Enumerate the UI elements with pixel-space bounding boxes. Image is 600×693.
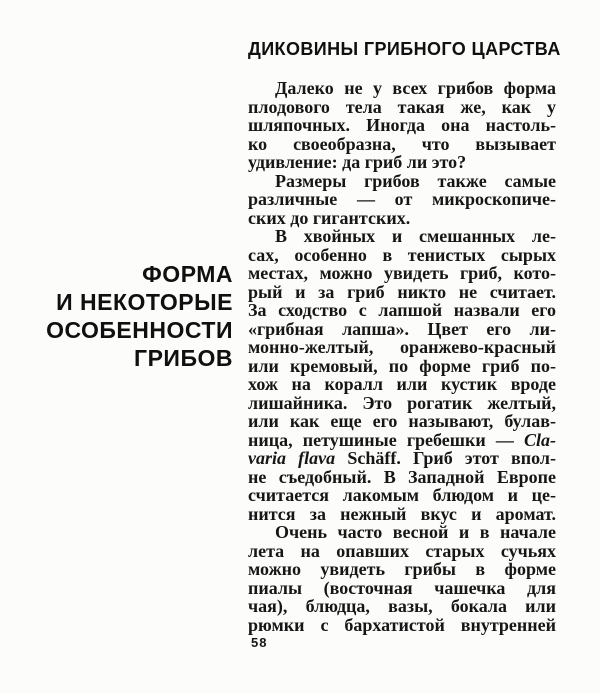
text-line: не съедобный. В Западной Европе bbox=[248, 466, 556, 487]
text-line: считается лакомым блюдом и це- bbox=[248, 485, 556, 505]
text-line: За сходство с лапшой назвали его bbox=[248, 300, 556, 320]
section-heading-line: ГРИБОВ bbox=[134, 345, 233, 371]
text-line: или как еще его называют, булав- bbox=[248, 411, 556, 431]
text-line: ских до гигантских. bbox=[248, 207, 411, 228]
text-line: чая), блюдца, вазы, бокала или bbox=[248, 596, 556, 616]
text-line bbox=[248, 431, 556, 450]
text-line: можно увидеть грибы в форме bbox=[248, 559, 556, 579]
text-line: Далеко не у всех грибов форма bbox=[275, 78, 556, 98]
text-line: плодового тела такая же, как у bbox=[248, 96, 556, 117]
text-line: рый и за гриб никто не считает. bbox=[248, 281, 556, 302]
text-line: местах, можно увидеть гриб, кото- bbox=[248, 263, 556, 283]
text-line: шляпочных. Иногда она настоль- bbox=[248, 115, 556, 135]
text-line: лишайника. Это рогатик желтый, bbox=[248, 392, 556, 413]
text-line: «грибная лапша». Цвет его ли- bbox=[248, 318, 556, 339]
text-line: Очень часто весной и в начале bbox=[275, 522, 556, 542]
text-line: монно-желтый, оранжево-красный bbox=[248, 337, 556, 357]
text-line: различные — от микроскопиче- bbox=[248, 189, 556, 209]
section-heading-line: ФОРМА bbox=[142, 261, 233, 287]
chapter-title: ДИКОВИНЫ ГРИБНОГО ЦАРСТВА bbox=[248, 39, 561, 59]
body-text-column bbox=[248, 79, 556, 634]
section-heading bbox=[46, 260, 233, 372]
text-line: сах, особенно в тенистых сырых bbox=[248, 244, 556, 265]
latin-species-name: Cla- bbox=[523, 429, 556, 450]
text-line: нится за нежный вкус и аромат. bbox=[248, 503, 556, 524]
text-line: ко своеобразна, что вызывает bbox=[248, 133, 556, 154]
text-line: рюмки с бархатистой внутренней bbox=[248, 614, 556, 635]
text-segment: Schäff. Гриб этот впол- bbox=[335, 448, 556, 468]
text-segment: ница, петушиные гребешки — bbox=[248, 429, 524, 450]
section-heading-line: ОСОБЕННОСТИ bbox=[46, 317, 233, 343]
text-line: удивление: да гриб ли это? bbox=[248, 152, 467, 172]
text-line: или кремовый, по форме гриб по- bbox=[248, 355, 556, 376]
text-line: пиалы (восточная чашечка для bbox=[248, 577, 556, 598]
text-line: Размеры грибов также самые bbox=[275, 170, 556, 191]
text-line bbox=[248, 449, 556, 468]
text-line: лета на опавших старых сучьях bbox=[248, 540, 556, 561]
latin-species-name: varia flava bbox=[248, 448, 336, 468]
section-heading-line: И НЕКОТОРЫЕ bbox=[56, 289, 233, 315]
text-line: хож на коралл или кустик вроде bbox=[248, 374, 556, 394]
page-number: 58 bbox=[251, 635, 268, 650]
text-line: В хвойных и смешанных ле- bbox=[275, 226, 556, 246]
